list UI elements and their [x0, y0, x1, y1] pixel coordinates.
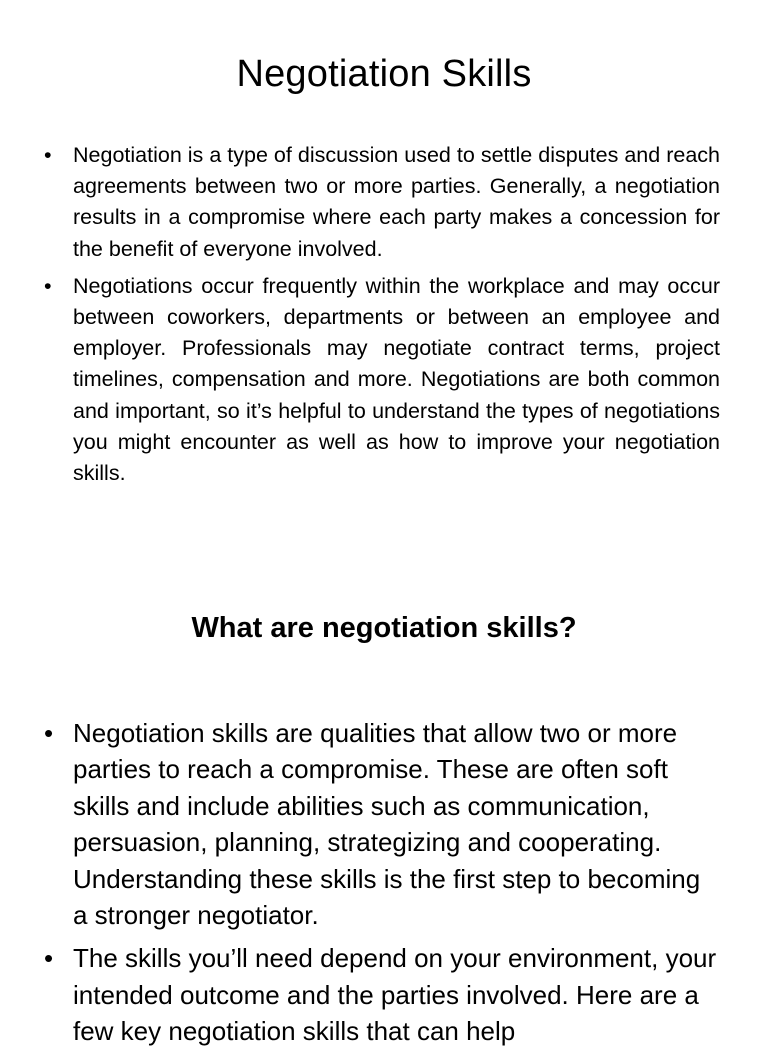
bullet-icon: •: [44, 273, 52, 298]
list-item: [44, 940, 720, 1049]
list-item-text: Negotiation skills are qualities that allow two or more parties to reach a compromise. These are often soft skills and include abilities such as communication, persuasion, planning, strategizing and cooperating. Understanding these skills is the first step to becoming a stronger negotiator.: [73, 718, 701, 931]
list-item-text: The skills you’ll need depend on your environment, your intended outcome and the parties involved. Here are a few key negotiation skills that can help: [73, 943, 717, 1047]
bullet-icon: •: [44, 943, 54, 974]
list-item: [44, 715, 720, 933]
list-item: [44, 140, 720, 265]
list-item-text: Negotiations occur frequently within the workplace and may occur between coworkers, departments or between an employee and employer. Professionals may negotiate contract terms, project timelines, compensation and more. Negotiations are both common and important, so it’s helpful to understand the types of negotiations you might encounter as well as how to improve your negotiation skills.: [73, 273, 720, 486]
skills-bullet-list: [44, 715, 720, 1057]
bullet-icon: •: [44, 143, 52, 167]
list-item: [44, 271, 720, 489]
intro-bullet-list: [44, 140, 720, 495]
section-heading: What are negotiation skills?: [191, 612, 577, 644]
list-item-text: Negotiation is a type of discussion used to settle disputes and reach agreements between two or more parties. Generally, a negotiation results in a compromise where each party makes a concession for the benefit of everyone involved.: [73, 143, 720, 261]
bullet-icon: •: [44, 718, 54, 748]
page-title: Negotiation Skills: [236, 53, 532, 95]
